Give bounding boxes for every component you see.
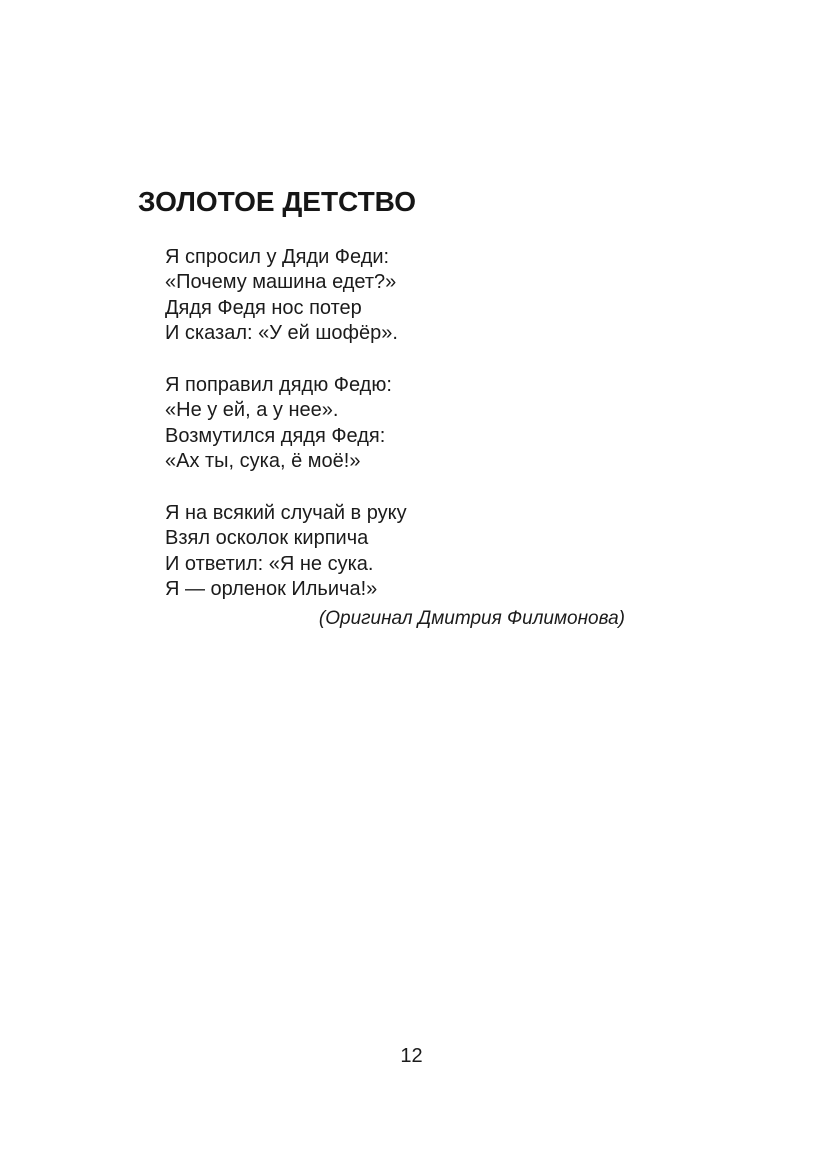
poem-body [165, 245, 625, 631]
poem-line: Я поправил дядю Федю: [165, 373, 392, 396]
poem-attribution: (Оригинал Дмитрия Филимонова) [318, 607, 625, 629]
poem-content [138, 185, 625, 631]
poem-line: «Ах ты, сука, ё моё!» [165, 450, 361, 473]
stanza-2 [165, 373, 625, 475]
poem-line: Я на всякий случай в руку [165, 501, 407, 524]
poem-line: «Почему машина едет?» [165, 271, 397, 294]
poem-line: И сказал: «У ей шофёр». [165, 322, 398, 345]
stanza-3 [165, 501, 625, 603]
poem-line: Взял осколок кирпича [165, 527, 369, 550]
poem-line: Возмутился дядя Федя: [165, 424, 386, 447]
poem-line: И ответил: «Я не сука. [165, 552, 374, 575]
poem-line: «Не у ей, а у нее». [165, 399, 339, 422]
page-number: 12 [400, 1045, 423, 1067]
poem-line: Дядя Федя нос потер [165, 296, 362, 319]
poem-title: ЗОЛОТОЕ ДЕТСТВО [138, 186, 416, 217]
poem-line: Я спросил у Дяди Феди: [165, 245, 390, 268]
poem-line: Я — орленок Ильича!» [165, 578, 378, 601]
stanza-1 [165, 245, 625, 347]
